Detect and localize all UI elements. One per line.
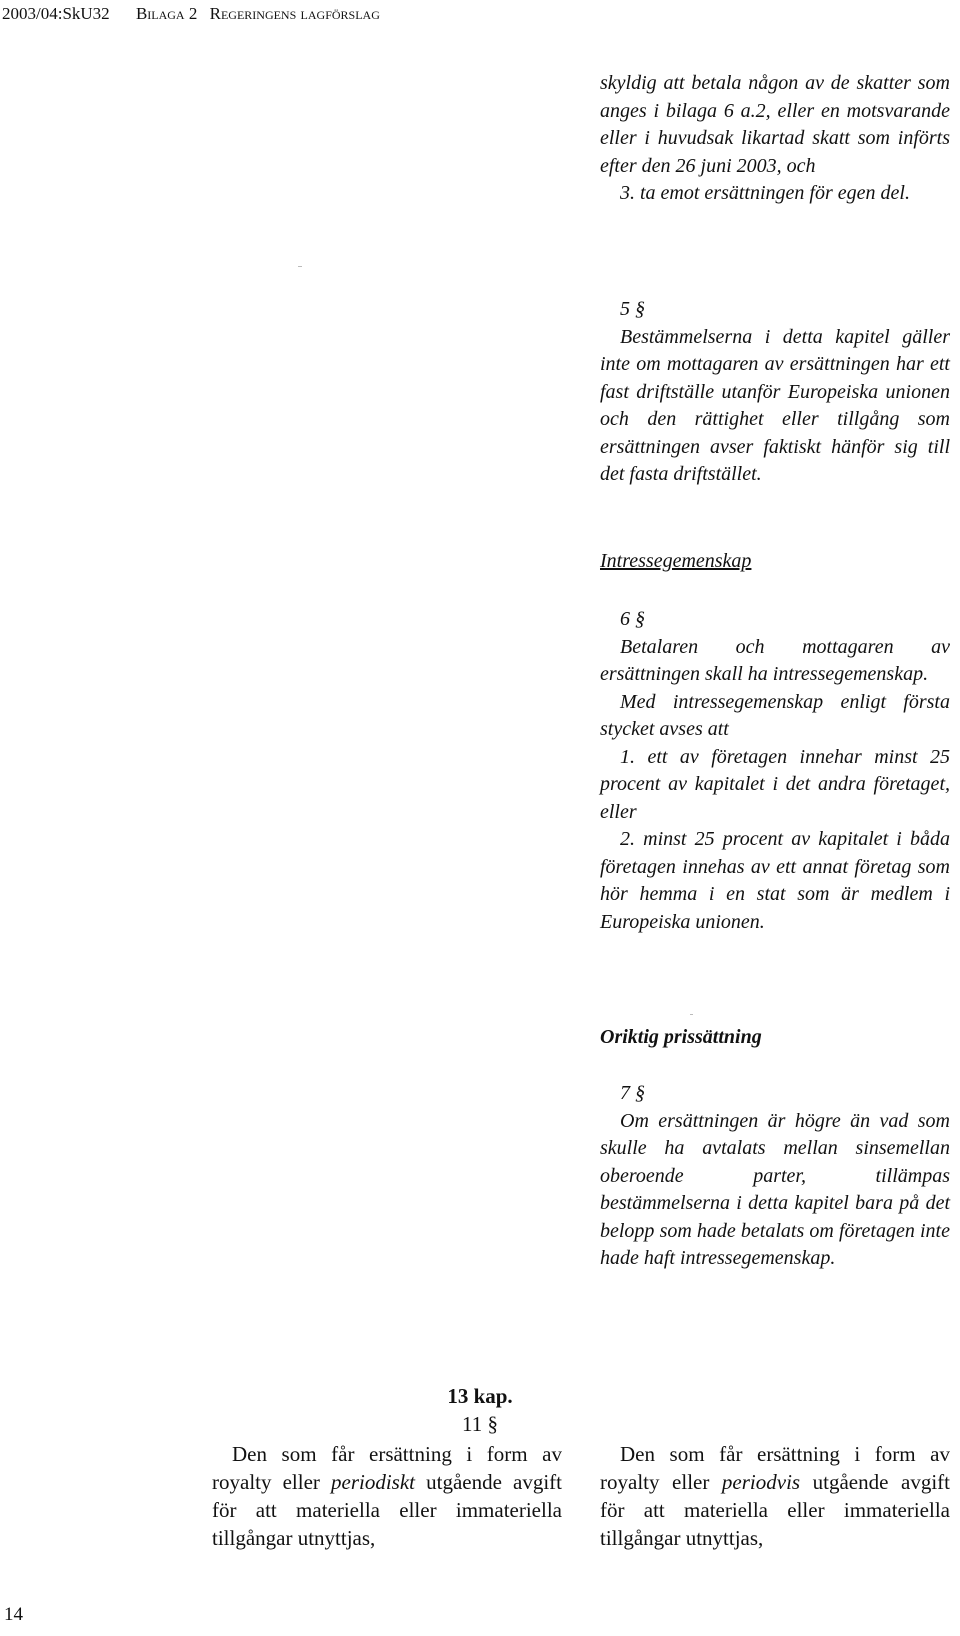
scan-speck — [690, 1014, 693, 1015]
document-code: 2003/04:SkU32 — [2, 4, 110, 23]
header-title: Regeringens lagförslag — [209, 4, 380, 23]
proposed-text-pre: Den som får ersättning i form av royalty eller — [600, 1442, 950, 1494]
section-7-number: 7 § — [620, 1082, 645, 1104]
bilaga-label: Bilaga 2 — [135, 4, 198, 23]
section-6-p3: 1. ett av företagen innehar minst 25 procent av kapitalet i det andra företaget, eller — [600, 745, 950, 823]
heading-intressegemenskap-wrap — [600, 548, 950, 576]
heading-oriktig-prissattning: Oriktig prissättning — [600, 1026, 762, 1048]
page-number: 14 — [4, 1604, 23, 1625]
proposed-text-post: utgående avgift för att materiella eller immateriella tillgångar utnyttjas, — [600, 1470, 950, 1550]
section-6-number: 6 § — [620, 608, 645, 630]
section-5-text: Bestämmelserna i detta kapitel gäller inte om mottagaren av ersättningen har ett fast driftställe utanför Europeiska unionen och den rättighet eller tillgång som ersättningen avser faktiskt hänför sig till det fasta driftstället. — [600, 325, 950, 485]
current-wording-text — [212, 1440, 562, 1552]
page-header — [2, 4, 380, 24]
scan-speck — [298, 266, 302, 267]
section-6-p1: Betalaren och mottagaren av ersättningen skall ha intressegemenskap. — [600, 635, 950, 685]
section-7-text: Om ersättningen är högre än vad som skulle ha avtalats mellan sinsemellan oberoende parter, tillämpas bestämmelserna i detta kapitel bara på det belopp som hade betalats om företagen inte hade haft intressegemenskap. — [600, 1109, 950, 1269]
proposed-wording-column — [600, 1440, 950, 1552]
current-text-post: utgående avgift för att materiella eller immateriella tillgångar utnyttjas, — [212, 1470, 562, 1550]
current-text-pre: Den som får ersättning i form av royalty eller — [212, 1442, 562, 1494]
continuation-text: skyldig att betala någon av de skatter som anges i bilaga 6 a.2, eller en motsvarande eller i huvudsak likartad skatt som införts efter den 26 juni 2003, och — [600, 72, 950, 177]
section-5 — [600, 296, 950, 489]
chapter-heading: 13 kap. — [447, 1384, 513, 1408]
section-6-p2: Med intressegemenskap enligt första stycket avses att — [600, 690, 950, 740]
section-6-p4: 2. minst 25 procent av kapitalet i båda företagen innehas av ett annat företag som hör hemma i en stat som är medlem i Europeiska unionen. — [600, 828, 950, 933]
section-5-number: 5 § — [620, 298, 645, 320]
current-wording-column — [212, 1440, 562, 1552]
proposed-text-emphasis: periodvis — [721, 1470, 801, 1494]
continuation-block — [600, 70, 950, 208]
proposed-wording-text — [600, 1440, 950, 1552]
heading-intressegemenskap: Intressegemenskap — [600, 550, 752, 572]
current-text-emphasis: periodiskt — [331, 1470, 415, 1494]
section-6 — [600, 606, 950, 936]
paragraph-number: 11 § — [462, 1412, 498, 1436]
continuation-item-3: 3. ta emot ersättningen för egen del. — [620, 182, 910, 204]
heading-oriktig-wrap — [600, 1024, 950, 1052]
section-7 — [600, 1080, 950, 1273]
